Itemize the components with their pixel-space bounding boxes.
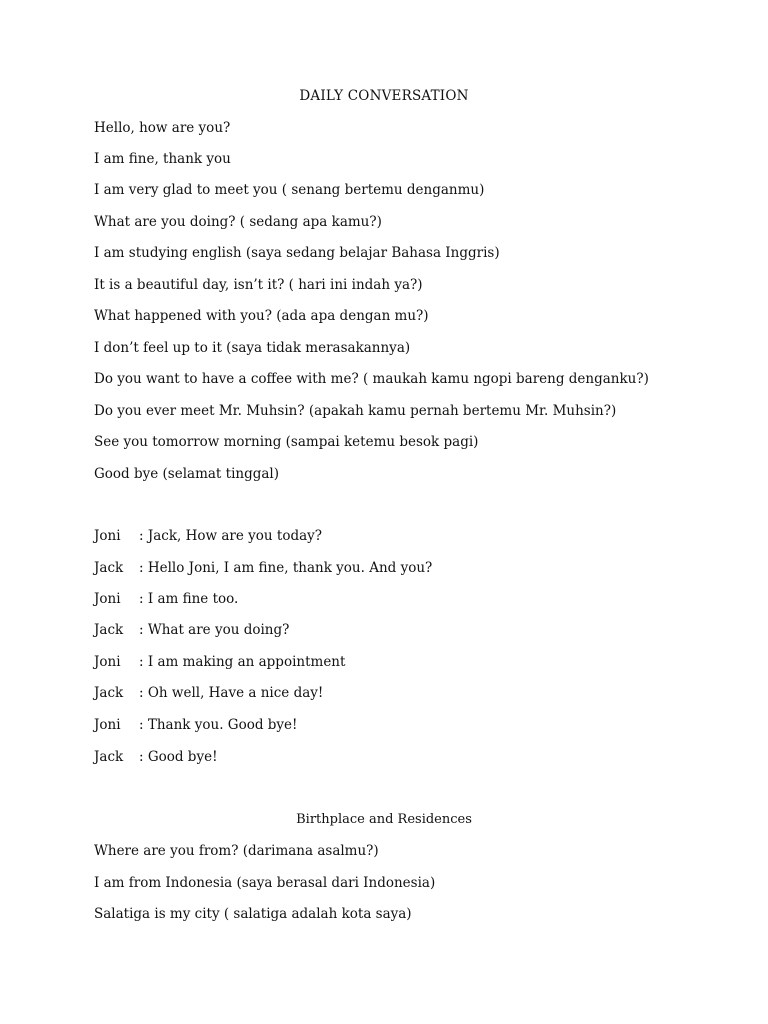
phrase-line: I don’t feel up to it (saya tidak merasakannya)	[94, 340, 411, 356]
phrase-line: What are you doing? ( sedang apa kamu?)	[94, 214, 382, 230]
dialogue-speaker: Jack	[94, 622, 124, 638]
dialogue-text: : Thank you. Good bye!	[139, 717, 298, 733]
page-title: DAILY CONVERSATION	[299, 88, 469, 104]
phrase-line: Do you ever meet Mr. Muhsin? (apakah kamu pernah bertemu Mr. Muhsin?)	[94, 403, 617, 419]
section-title: Birthplace and Residences	[296, 812, 472, 827]
phrase-line: I am fine, thank you	[94, 151, 231, 167]
dialogue-speaker: Jack	[94, 685, 124, 701]
dialogue-text: : Hello Joni, I am fine, thank you. And you?	[139, 560, 433, 576]
dialogue-text: : I am making an appointment	[139, 654, 346, 670]
phrase-line: I am studying english (saya sedang belajar Bahasa Inggris)	[94, 245, 500, 261]
phrase-line: Where are you from? (darimana asalmu?)	[94, 843, 379, 859]
phrase-line: It is a beautiful day, isn’t it? ( hari ini indah ya?)	[94, 277, 423, 293]
dialogue-speaker: Joni	[94, 717, 121, 733]
dialogue-line	[94, 528, 322, 544]
dialogue-line	[94, 717, 297, 733]
phrase-line: Hello, how are you?	[94, 120, 231, 136]
dialogue-speaker: Jack	[94, 749, 124, 765]
dialogue-speaker: Joni	[94, 528, 121, 544]
dialogue-line	[94, 749, 218, 765]
phrase-line: I am very glad to meet you ( senang bertemu denganmu)	[94, 182, 485, 198]
phrase-line: I am from Indonesia (saya berasal dari Indonesia)	[94, 875, 436, 891]
dialogue-text: : Jack, How are you today?	[139, 528, 323, 544]
dialogue-line	[94, 560, 432, 576]
dialogue-text: : Good bye!	[139, 749, 218, 765]
phrase-line: Do you want to have a coffee with me? ( maukah kamu ngopi bareng denganku?)	[94, 371, 649, 387]
dialogue-line	[94, 622, 289, 638]
dialogue-line	[94, 685, 323, 701]
dialogue-text: : What are you doing?	[139, 622, 290, 638]
phrase-line: See you tomorrow morning (sampai ketemu besok pagi)	[94, 434, 479, 450]
dialogue-line	[94, 591, 238, 607]
phrase-line: What happened with you? (ada apa dengan mu?)	[94, 308, 429, 324]
dialogue-speaker: Joni	[94, 591, 121, 607]
dialogue-speaker: Joni	[94, 654, 121, 670]
dialogue-line	[94, 654, 345, 670]
phrase-line: Good bye (selamat tinggal)	[94, 466, 279, 482]
dialogue-text: : Oh well, Have a nice day!	[139, 685, 324, 701]
dialogue-speaker: Jack	[94, 560, 124, 576]
dialogue-text: : I am fine too.	[139, 591, 239, 607]
phrase-line: Salatiga is my city ( salatiga adalah kota saya)	[94, 906, 412, 922]
